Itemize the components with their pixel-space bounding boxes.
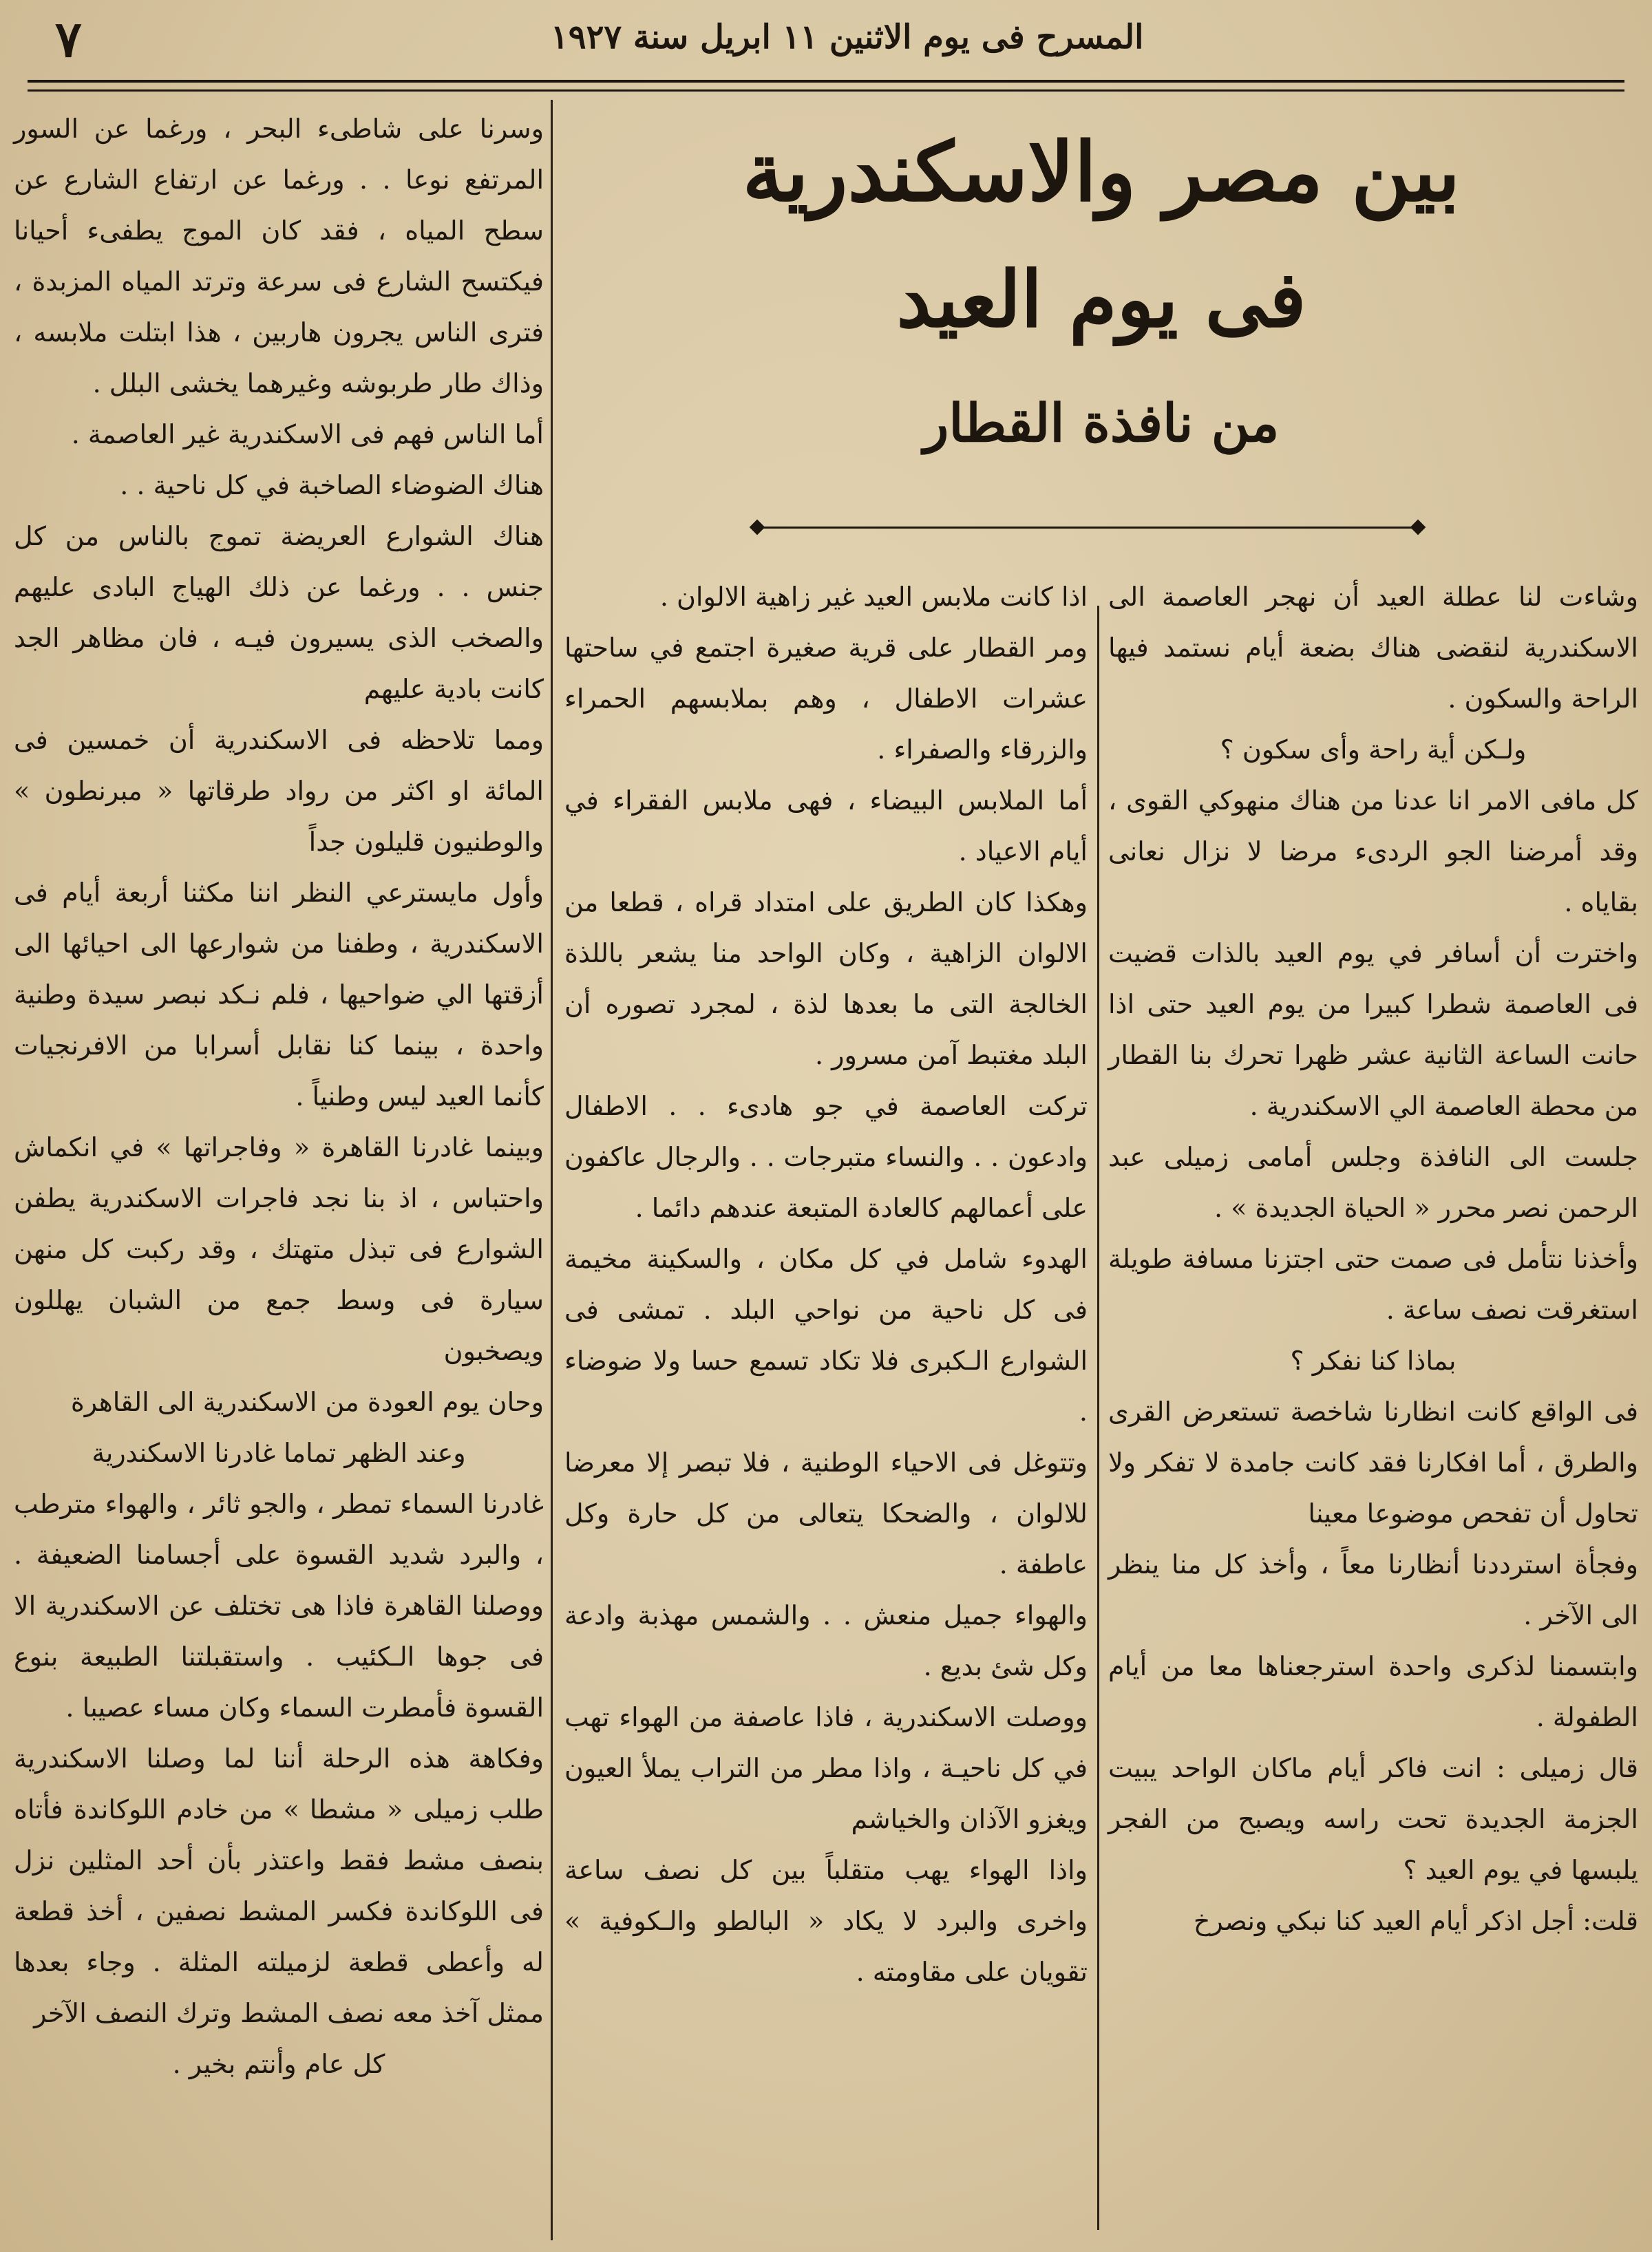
paragraph: كل عام وأنتم بخير . <box>172 2049 385 2079</box>
paragraph: قلت: أجل اذكر أيام العيد كنا نبكي ونصرخ <box>1193 1906 1638 1936</box>
article-column-left <box>14 103 544 2230</box>
article-title-block <box>564 103 1638 523</box>
paragraph: وأخذنا نتأمل فى صمت حتى اجتزنا مسافة طويلة استغرقت نصف ساعة . <box>1108 1244 1638 1325</box>
paragraph: هناك الشوارع العريضة تموج بالناس من كل جنس . . ورغما عن ذلك الهياج البادى عليهم والصخب الذى يسيرون فيـه ، فان مظاهر الجد كانت بادية عليهم <box>14 521 544 704</box>
paragraph: ومر القطار على قرية صغيرة اجتمع في ساحتها عشرات الاطفال ، وهم بملابسهم الحمراء والزرقاء والصفراء . <box>564 633 1088 765</box>
paragraph: وشاءت لنا عطلة العيد أن نهجر العاصمة الى الاسكندرية لنقضى هناك بضعة أيام نستمد فيها الراحة والسكون . <box>1108 582 1638 714</box>
paragraph: وعند الظهر تماما غادرنا الاسكندرية <box>92 1438 466 1468</box>
paragraph: بماذا كنا نفكر ؟ <box>1290 1346 1457 1376</box>
paragraph: وتتوغل فى الاحياء الوطنية ، فلا تبصر إلا معرضا للالوان ، والضحكا يتعالى من كل حارة وكل عاطفة . <box>564 1447 1088 1580</box>
paragraph: هناك الضوضاء الصاخبة في كل ناحية . . <box>120 470 544 500</box>
headline-sub: من نافذة القطار <box>923 392 1280 454</box>
headline-main: بين مصر والاسكندرية <box>742 124 1461 220</box>
paragraph: ووصلت الاسكندرية ، فاذا عاصفة من الهواء تهب في كل ناحيـة ، واذا مطر من التراب يملأ العيون ويغزو الآذان والخياشم <box>564 1702 1088 1834</box>
paragraph: وابتسمنا لذكرى واحدة استرجعناها معا من أيام الطفولة . <box>1108 1651 1638 1732</box>
article-column-right <box>1108 571 1638 2223</box>
paragraph: والهواء جميل منعش . . والشمس مهذبة وادعة وكل شئ بديع . <box>564 1600 1088 1681</box>
paragraph: وفكاهة هذه الرحلة أننا لما وصلنا الاسكندرية طلب زميلى « مشطا » من خادم اللوكاندة فأتاه بنصف مشط فقط واعتذر بأن أحد المثلين نزل فى اللوكاندة فكسر المشط نصفين ، أخذ قطعة له وأعطى قطعة لزميلته المثلة . وجاء بعدها ممثل آخذ معه نصف المشط وترك النصف الآخر <box>14 1743 544 2028</box>
article-column-middle <box>564 571 1088 2223</box>
page-number: ٧ <box>55 10 82 68</box>
paragraph: واذا الهواء يهب متقلباً بين كل نصف ساعة واخرى والبرد لا يكاد « البالطو والـكوفية » تقويان على مقاومته . <box>564 1855 1088 1987</box>
paragraph: ومما تلاحظه فى الاسكندرية أن خمسين فى المائة او اكثر من رواد طرقاتها « مبرنطون » والوطنيون قليلون جداً <box>14 725 544 857</box>
header-rule <box>28 80 1624 92</box>
column-divider <box>551 100 553 2240</box>
paragraph: ولـكن أية راحة وأى سكون ؟ <box>1220 734 1527 765</box>
paragraph: وهكذا كان الطريق على امتداد قراه ، قطعا من الالوان الزاهية ، وكان الواحد منا يشعر باللذة الخالجة التى ما بعدها لذة ، لمجرد تصوره أن البلد مغتبط آمن مسرور . <box>564 887 1088 1070</box>
paragraph: اذا كانت ملابس العيد غير زاهية الالوان . <box>659 582 1088 612</box>
paragraph: أما الناس فهم فى الاسكندرية غير العاصمة . <box>71 419 544 449</box>
title-divider <box>757 527 1418 538</box>
paragraph: تركت العاصمة في جو هادىء . . الاطفال وادعون . . والنساء متبرجات . . والرجال عاكفون على أعمالهم كالعادة المتبعة عندهم دائما . <box>564 1091 1088 1223</box>
headline-secondary: فى يوم العيد <box>896 255 1306 345</box>
paragraph: وأول مايسترعي النظر اننا مكثنا أربعة أيام فى الاسكندرية ، وطفنا من شوارعها الى احيائها الى أزقتها الي ضواحيها ، فلم نـكد نبصر سيدة وطنية واحدة ، بينما كنا نقابل أسرابا من الافرنجيات كأنما العيد ليس وطنياً . <box>14 878 544 1112</box>
paragraph: وسرنا على شاطىء البحر ، ورغما عن السور المرتفع نوعا . . ورغما عن ارتفاع الشارع عن سطح المياه ، فقد كان الموج يطفىء أحيانا فيكتسح الشارع فى سرعة وترتد المياه المزبدة ، فترى الناس يجرون هاربين ، هذا ابتلت ملابسه ، وذاك طار طربوشه وغيرهما يخشى البلل . <box>14 114 544 399</box>
paragraph: واخترت أن أسافر في يوم العيد بالذات قضيت فى العاصمة شطرا كبيرا من يوم العيد حتى اذا حانت الساعة الثانية عشر ظهرا تحرك بنا القطار من محطة العاصمة الي الاسكندرية . <box>1108 938 1638 1121</box>
paragraph: وحان يوم العودة من الاسكندرية الى القاهرة <box>70 1387 544 1417</box>
paragraph: الهدوء شامل في كل مكان ، والسكينة مخيمة فى كل ناحية من نواحي البلد . تمشى فى الشوارع الـكبرى فلا تكاد تسمع حسا ولا ضوضاء . <box>564 1244 1088 1427</box>
paragraph: قال زميلى : انت فاكر أيام ماكان الواحد يبيت الجزمة الجديدة تحت راسه ويصبح من الفجر يلبسها في يوم العيد ؟ <box>1108 1753 1638 1885</box>
paragraph: كل مافى الامر انا عدنا من هناك منهوكي القوى ، وقد أمرضنا الجو الردىء مرضا لا نزال نعانى بقاياه . <box>1108 785 1638 917</box>
paragraph: وفجأة استرددنا أنظارنا معاً ، وأخذ كل منا ينظر الى الآخر . <box>1108 1549 1638 1630</box>
column-divider <box>1097 606 1099 2230</box>
page-header <box>28 10 1624 76</box>
paragraph: أما الملابس البيضاء ، فهى ملابس الفقراء في أيام الاعياد . <box>564 785 1088 867</box>
paragraph: غادرنا السماء تمطر ، والجو ثائر ، والهواء مترطب ، والبرد شديد القسوة على أجسامنا الضعيفة . ووصلنا القاهرة فاذا هى تختلف عن الاسكندرية الا فى جوها الـكئيب . واستقبلتنا الطبيعة بنوع القسوة فأمطرت السماء وكان مساء عصيبا . <box>14 1489 544 1723</box>
paragraph: جلست الى النافذة وجلس أمامى زميلى عبد الرحمن نصر محرر « الحياة الجديدة » . <box>1108 1142 1638 1223</box>
header-title: المسرح فى يوم الاثنين ١١ ابريل سنة ١٩٢٧ <box>551 18 1144 56</box>
paragraph: فى الواقع كانت انظارنا شاخصة تستعرض القرى والطرق ، أما افكارنا فقد كانت جامدة لا تفكر ولا تحاول أن تفحص موضوعا معينا <box>1108 1396 1638 1529</box>
paragraph: وبينما غادرنا القاهرة « وفاجراتها » في انكماش واحتباس ، اذ بنا نجد فاجرات الاسكندرية يطفن الشوارع فى تبذل متهتك ، وقد ركبت كل منهن سيارة فى وسط جمع من الشبان يهللون ويصخبون <box>14 1132 544 1366</box>
